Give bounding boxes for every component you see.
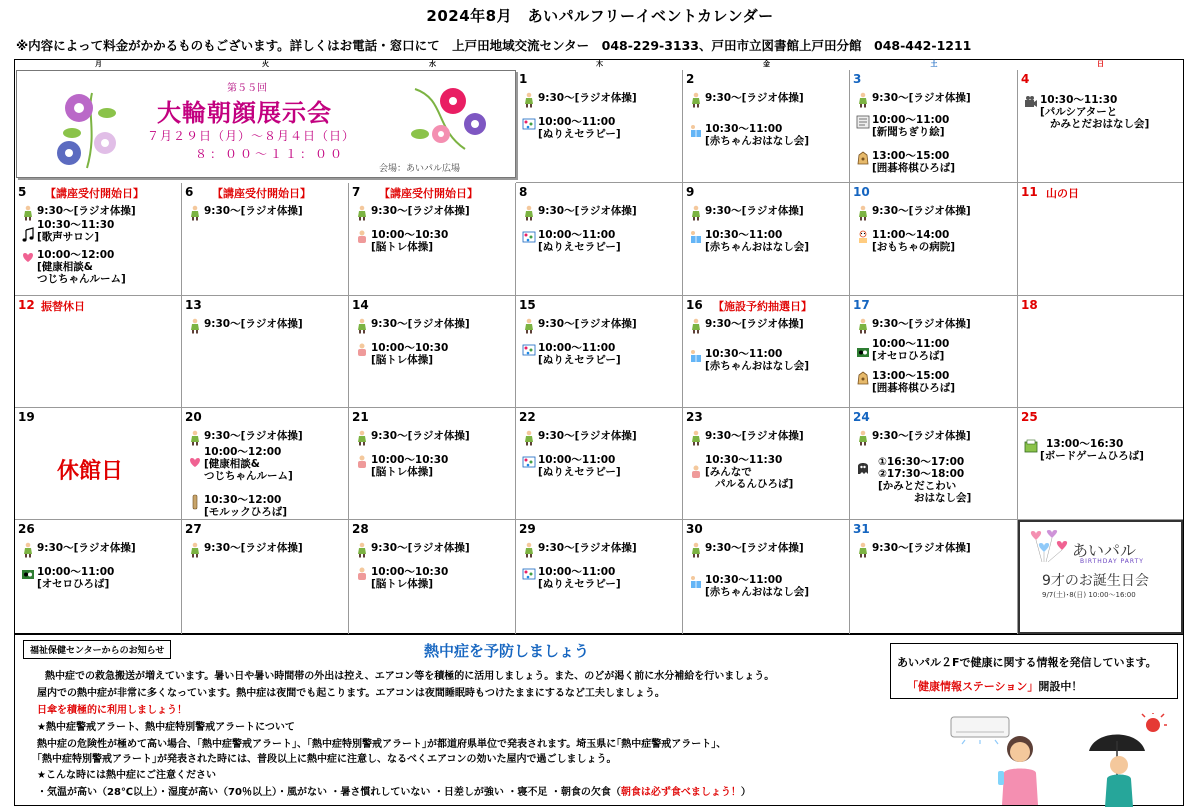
event-scary-story: ①16:30～17:00 ②17:30～18:00 [かみとだこわい おはなし会] bbox=[856, 456, 971, 504]
exercise-person-icon bbox=[355, 342, 369, 358]
date-number: 29 bbox=[519, 522, 536, 536]
radio-exercise-icon bbox=[522, 542, 536, 558]
event-radio: 9:30～[ラジオ体操] bbox=[689, 205, 804, 217]
event-radio: 9:30～[ラジオ体操] bbox=[856, 430, 971, 442]
coloring-icon bbox=[522, 566, 536, 582]
notice-heading: 熱中症を予防しましょう bbox=[424, 642, 590, 660]
event-radio: 9:30～[ラジオ体操] bbox=[522, 430, 637, 442]
man-parasol-icon bbox=[1085, 713, 1175, 807]
date-number: 11 bbox=[1021, 185, 1038, 199]
day-cell-22[interactable] bbox=[516, 408, 683, 520]
radio-exercise-icon bbox=[355, 318, 369, 334]
event-radio: 9:30～[ラジオ体操] bbox=[188, 430, 303, 442]
radio-exercise-icon bbox=[522, 318, 536, 334]
course-registration-start: 【講座受付開始日】 bbox=[212, 187, 311, 200]
coloring-icon bbox=[522, 454, 536, 470]
event-newspaper-art: 10:00～11:00 [新聞ちぎり絵] bbox=[856, 114, 949, 138]
storybook-icon bbox=[689, 229, 703, 245]
notice-line-1: 熱中症での救急搬送が増えています。暑い日や暑い時間帯の外出は控え、エアコン等を積極的に活用しましょう。また、のどが渇く前に水分補給を行いましょう。 bbox=[45, 671, 775, 682]
date-number: 12 bbox=[18, 298, 35, 312]
event-baby-story: 10:30～11:00 [赤ちゃんおはなし会] bbox=[689, 348, 809, 372]
event-theater: 10:30～11:30 [パルシアターと かみとだおはなし会] bbox=[1024, 94, 1149, 130]
heart-icon bbox=[21, 249, 35, 265]
day-cell-1[interactable] bbox=[516, 70, 683, 183]
day-cell-31[interactable] bbox=[850, 520, 1018, 634]
date-number: 21 bbox=[352, 410, 369, 424]
event-radio: 9:30～[ラジオ体操] bbox=[522, 92, 637, 104]
banner-hours: ８：００～１１：００ bbox=[195, 147, 346, 161]
health-station-box bbox=[890, 643, 1178, 699]
banner-edition: 第５５回 bbox=[227, 83, 267, 94]
radio-exercise-icon bbox=[21, 542, 35, 558]
event-radio: 9:30～[ラジオ体操] bbox=[856, 92, 971, 104]
coloring-icon bbox=[522, 116, 536, 132]
event-igo-shogi: 13:00～15:00 [囲碁将棋ひろば] bbox=[856, 150, 955, 174]
weekday-thu: 木 bbox=[596, 60, 603, 68]
event-othello: 10:00～11:00 [オセロひろば] bbox=[21, 566, 114, 590]
event-baby-story: 10:30～11:00 [赤ちゃんおはなし会] bbox=[689, 123, 809, 147]
health-station-info: あいパル２Fで健康に関する情報を発信しています。 bbox=[897, 656, 1157, 669]
day-cell-15[interactable] bbox=[516, 296, 683, 408]
day-cell-12[interactable] bbox=[15, 296, 182, 408]
storybook-icon bbox=[689, 574, 703, 590]
day-cell-18[interactable] bbox=[1018, 296, 1183, 408]
weekday-sun: 日 bbox=[1097, 60, 1104, 68]
day-cell-27[interactable] bbox=[182, 520, 349, 634]
date-number: 2 bbox=[686, 72, 695, 86]
morning-glory-right-icon bbox=[405, 79, 495, 159]
radio-exercise-icon bbox=[522, 430, 536, 446]
othello-board-icon bbox=[856, 344, 870, 360]
exercise-person-icon bbox=[689, 464, 703, 480]
date-number: 10 bbox=[853, 185, 870, 199]
radio-exercise-icon bbox=[188, 318, 202, 334]
weekday-tue: 火 bbox=[262, 60, 269, 68]
date-number: 30 bbox=[686, 522, 703, 536]
weekday-sat: 土 bbox=[930, 60, 938, 68]
banner-venue: 会場：あいパル広場 bbox=[379, 164, 461, 174]
radio-exercise-icon bbox=[522, 92, 536, 108]
event-toy-hospital: 11:00～14:00 [おもちゃの病院] bbox=[856, 229, 955, 253]
weekday-mon: 月 bbox=[95, 60, 102, 68]
notice-source-label: 福祉保健センターからのお知らせ bbox=[23, 640, 171, 659]
day-cell-14[interactable] bbox=[349, 296, 516, 408]
coloring-icon bbox=[522, 229, 536, 245]
event-radio: 9:30～[ラジオ体操] bbox=[355, 430, 470, 442]
facility-lottery-day: 【施設予約抽選日】 bbox=[713, 300, 812, 313]
day-cell-3[interactable] bbox=[850, 70, 1018, 183]
asagao-exhibition-banner bbox=[16, 70, 516, 178]
event-health-consult: 10:00～12:00 [健康相談& つじちゃんルーム] bbox=[21, 249, 126, 285]
exercise-person-icon bbox=[355, 566, 369, 582]
exercise-person-icon bbox=[355, 229, 369, 245]
shogi-piece-icon bbox=[856, 370, 870, 386]
event-moruck: 10:30～12:00 [モルックひろば] bbox=[188, 494, 287, 518]
day-cell-8[interactable] bbox=[516, 183, 683, 296]
weekday-fri: 金 bbox=[763, 60, 770, 68]
event-nurie: 10:00～11:00 [ぬりえセラピー] bbox=[522, 454, 621, 478]
event-nurie: 10:00～11:00 [ぬりえセラピー] bbox=[522, 229, 621, 253]
banner-title: 大輪朝顔展示会 bbox=[157, 98, 332, 127]
event-nurie: 10:00～11:00 [ぬりえセラピー] bbox=[522, 566, 621, 590]
contact-line: ※内容によって料金がかかるものもございます。詳しくはお電話・窓口にて 上戸田地域交流センター 048-229-3133、戸田市立図書館上戸田分館 048-442-1211 bbox=[16, 38, 972, 53]
day-cell-29[interactable] bbox=[516, 520, 683, 634]
radio-exercise-icon bbox=[188, 430, 202, 446]
day-cell-4[interactable] bbox=[1018, 70, 1183, 183]
date-number: 7 bbox=[352, 185, 361, 199]
closed-day-label: 休館日 bbox=[57, 459, 124, 484]
day-cell-21[interactable] bbox=[349, 408, 516, 520]
moruck-pin-icon bbox=[188, 494, 202, 510]
notice-line-5: 熱中症の危険性が極めて高い場合、｢熱中症警戒アラート｣、｢熱中症特別警戒アラート｣が都道府県単位で発表されます。埼玉県に｢熱中症警戒アラート｣、 bbox=[37, 739, 727, 750]
day-cell-7[interactable] bbox=[349, 183, 516, 296]
event-radio: 9:30～[ラジオ体操] bbox=[856, 318, 971, 330]
event-brain-training: 10:00～10:30 [脳トレ体操] bbox=[355, 566, 448, 590]
notice-line-6: ｢熱中症特別警戒アラート｣が発表された時には、普段以上に熱中症に注意し、なるべくエアコンの効いた屋内で過ごしましょう。 bbox=[37, 754, 617, 765]
event-othello: 10:00～11:00 [オセロひろば] bbox=[856, 338, 949, 362]
event-radio: 9:30～[ラジオ体操] bbox=[21, 542, 136, 554]
event-radio: 9:30～[ラジオ体操] bbox=[355, 318, 470, 330]
day-cell-30[interactable] bbox=[683, 520, 850, 634]
day-cell-13[interactable] bbox=[182, 296, 349, 408]
day-cell-20[interactable] bbox=[182, 408, 349, 520]
day-cell-19[interactable] bbox=[15, 408, 182, 520]
storybook-icon bbox=[689, 123, 703, 139]
radio-exercise-icon bbox=[689, 430, 703, 446]
event-radio: 9:30～[ラジオ体操] bbox=[355, 542, 470, 554]
date-number: 8 bbox=[519, 185, 528, 199]
aipal-logo: あいパル bbox=[1072, 541, 1137, 560]
event-minna-parurun: 10:30～11:30 [みんなで パルるんひろば] bbox=[689, 454, 793, 490]
radio-exercise-icon bbox=[856, 318, 870, 334]
event-health-consult: 10:00～12:00 [健康相談& つじちゃんルーム] bbox=[188, 446, 293, 482]
ghost-icon bbox=[856, 460, 870, 476]
health-notice bbox=[14, 634, 1184, 806]
health-station-open: 「健康情報ステーション」開設中！ bbox=[907, 680, 1083, 693]
date-number: 14 bbox=[352, 298, 369, 312]
woman-drinking-icon bbox=[990, 731, 1050, 805]
day-cell-26[interactable] bbox=[15, 520, 182, 634]
heart-icon bbox=[188, 454, 202, 470]
date-number: 27 bbox=[185, 522, 202, 536]
course-registration-start: 【講座受付開始日】 bbox=[45, 187, 144, 200]
radio-exercise-icon bbox=[689, 205, 703, 221]
date-number: 24 bbox=[853, 410, 870, 424]
day-cell-24[interactable] bbox=[850, 408, 1018, 520]
board-game-icon bbox=[1024, 438, 1038, 454]
event-nurie: 10:00～11:00 [ぬりえセラピー] bbox=[522, 342, 621, 366]
calendar-grid bbox=[14, 59, 1184, 634]
date-number: 13 bbox=[185, 298, 202, 312]
radio-exercise-icon bbox=[188, 205, 202, 221]
event-radio: 9:30～[ラジオ体操] bbox=[689, 430, 804, 442]
date-number: 9 bbox=[686, 185, 695, 199]
date-number: 16 bbox=[686, 298, 703, 312]
event-nurie: 10:00～11:00 [ぬりえセラピー] bbox=[522, 116, 621, 140]
radio-exercise-icon bbox=[689, 542, 703, 558]
date-number: 5 bbox=[18, 185, 27, 199]
holiday-label: 振替休日 bbox=[41, 300, 85, 313]
date-number: 15 bbox=[519, 298, 536, 312]
radio-exercise-icon bbox=[856, 205, 870, 221]
event-igo-shogi: 13:00～15:00 [囲碁将棋ひろば] bbox=[856, 370, 955, 394]
notice-line-2: 屋内での熱中症が非常に多くなっています。熱中症は夜間でも起こります。エアコンは夜間睡眠時もつけたままにするなど工夫しましょう。 bbox=[37, 688, 665, 699]
event-radio: 9:30～[ラジオ体操] bbox=[689, 318, 804, 330]
date-number: 22 bbox=[519, 410, 536, 424]
day-cell-10[interactable] bbox=[850, 183, 1018, 296]
day-cell-9[interactable] bbox=[683, 183, 850, 296]
radio-exercise-icon bbox=[856, 430, 870, 446]
coloring-icon bbox=[522, 342, 536, 358]
notice-line-4: ★熱中症警戒アラート、熱中症特別警戒アラートについて bbox=[37, 722, 295, 733]
notice-line-7: ★こんな時には熱中症にご注意ください bbox=[37, 770, 216, 781]
radio-exercise-icon bbox=[355, 205, 369, 221]
date-number: 31 bbox=[853, 522, 870, 536]
birthday-party-box bbox=[1018, 520, 1183, 634]
weekday-header bbox=[15, 60, 1183, 69]
event-baby-story: 10:30～11:00 [赤ちゃんおはなし会] bbox=[689, 574, 809, 598]
event-radio: 9:30～[ラジオ体操] bbox=[856, 542, 971, 554]
course-registration-start: 【講座受付開始日】 bbox=[379, 187, 478, 200]
event-brain-training: 10:00～10:30 [脳トレ体操] bbox=[355, 342, 448, 366]
radio-exercise-icon bbox=[355, 542, 369, 558]
date-number: 1 bbox=[519, 72, 528, 86]
date-number: 20 bbox=[185, 410, 202, 424]
event-radio: 9:30～[ラジオ体操] bbox=[188, 542, 303, 554]
banner-dates: ７月２９日（月）～８月４日（日） bbox=[147, 129, 356, 143]
date-number: 6 bbox=[185, 185, 194, 199]
day-cell-23[interactable] bbox=[683, 408, 850, 520]
day-cell-16[interactable] bbox=[683, 296, 850, 408]
event-radio: 9:30～[ラジオ体操] bbox=[689, 92, 804, 104]
radio-exercise-icon bbox=[522, 205, 536, 221]
radio-exercise-icon bbox=[689, 318, 703, 334]
event-radio: 9:30～[ラジオ体操] bbox=[21, 205, 136, 217]
exercise-person-icon bbox=[355, 454, 369, 470]
day-cell-2[interactable] bbox=[683, 70, 850, 183]
morning-glory-left-icon bbox=[47, 83, 137, 173]
event-brain-training: 10:00～10:30 [脳トレ体操] bbox=[355, 454, 448, 478]
othello-board-icon bbox=[21, 566, 35, 582]
shogi-piece-icon bbox=[856, 150, 870, 166]
day-cell-5[interactable] bbox=[15, 183, 182, 296]
toy-doctor-icon bbox=[856, 229, 870, 245]
event-radio: 9:30～[ラジオ体操] bbox=[522, 542, 637, 554]
event-radio: 9:30～[ラジオ体操] bbox=[856, 205, 971, 217]
day-cell-17[interactable] bbox=[850, 296, 1018, 408]
event-brain-training: 10:00～10:30 [脳トレ体操] bbox=[355, 229, 448, 253]
weekday-wed: 水 bbox=[429, 60, 436, 68]
date-number: 26 bbox=[18, 522, 35, 536]
newspaper-icon bbox=[856, 114, 870, 130]
birthday-party-caption: BIRTHDAY PARTY bbox=[1080, 558, 1144, 565]
date-number: 3 bbox=[853, 72, 862, 86]
storybook-icon bbox=[689, 348, 703, 364]
event-board-game: 13:00～16:30 [ボードゲームひろば] bbox=[1024, 438, 1144, 462]
radio-exercise-icon bbox=[856, 542, 870, 558]
radio-exercise-icon bbox=[856, 92, 870, 108]
radio-exercise-icon bbox=[689, 92, 703, 108]
radio-exercise-icon bbox=[355, 430, 369, 446]
event-radio: 9:30～[ラジオ体操] bbox=[522, 205, 637, 217]
date-number: 4 bbox=[1021, 72, 1030, 86]
date-number: 17 bbox=[853, 298, 870, 312]
date-number: 25 bbox=[1021, 410, 1038, 424]
notice-line-3: 日傘を積極的に利用しましょう！ bbox=[37, 705, 187, 716]
event-radio: 9:30～[ラジオ体操] bbox=[689, 542, 804, 554]
event-radio: 9:30～[ラジオ体操] bbox=[188, 318, 303, 330]
date-number: 18 bbox=[1021, 298, 1038, 312]
radio-exercise-icon bbox=[188, 542, 202, 558]
birthday-title: 9才のお誕生日会 bbox=[1042, 573, 1149, 589]
theater-camera-icon bbox=[1024, 94, 1038, 110]
date-number: 23 bbox=[686, 410, 703, 424]
date-number: 28 bbox=[352, 522, 369, 536]
event-radio: 9:30～[ラジオ体操] bbox=[355, 205, 470, 217]
event-baby-story: 10:30～11:00 [赤ちゃんおはなし会] bbox=[689, 229, 809, 253]
page-title: 2024年8月 あいパルフリーイベントカレンダー bbox=[426, 7, 774, 25]
day-cell-6[interactable] bbox=[182, 183, 349, 296]
event-singing: 10:30～11:30 [歌声サロン] bbox=[21, 219, 114, 243]
day-cell-11[interactable] bbox=[1018, 183, 1183, 296]
balloons-icon bbox=[1028, 530, 1070, 564]
day-cell-25[interactable] bbox=[1018, 408, 1183, 520]
music-note-icon bbox=[21, 227, 35, 243]
holiday-label: 山の日 bbox=[1046, 187, 1079, 200]
event-radio: 9:30～[ラジオ体操] bbox=[188, 205, 303, 217]
day-cell-28[interactable] bbox=[349, 520, 516, 634]
birthday-date: 9/7(土)･8(日) 10:00～16:00 bbox=[1042, 591, 1136, 599]
date-number: 19 bbox=[18, 410, 35, 424]
notice-line-8: ・気温が高い（28℃以上）・湿度が高い（70％以上）・風がない ・暑さ慣れしていない ・日差しが強い ・寝不足 ・朝食の欠食（朝食は必ず食べましょう！） bbox=[37, 787, 751, 798]
event-radio: 9:30～[ラジオ体操] bbox=[522, 318, 637, 330]
